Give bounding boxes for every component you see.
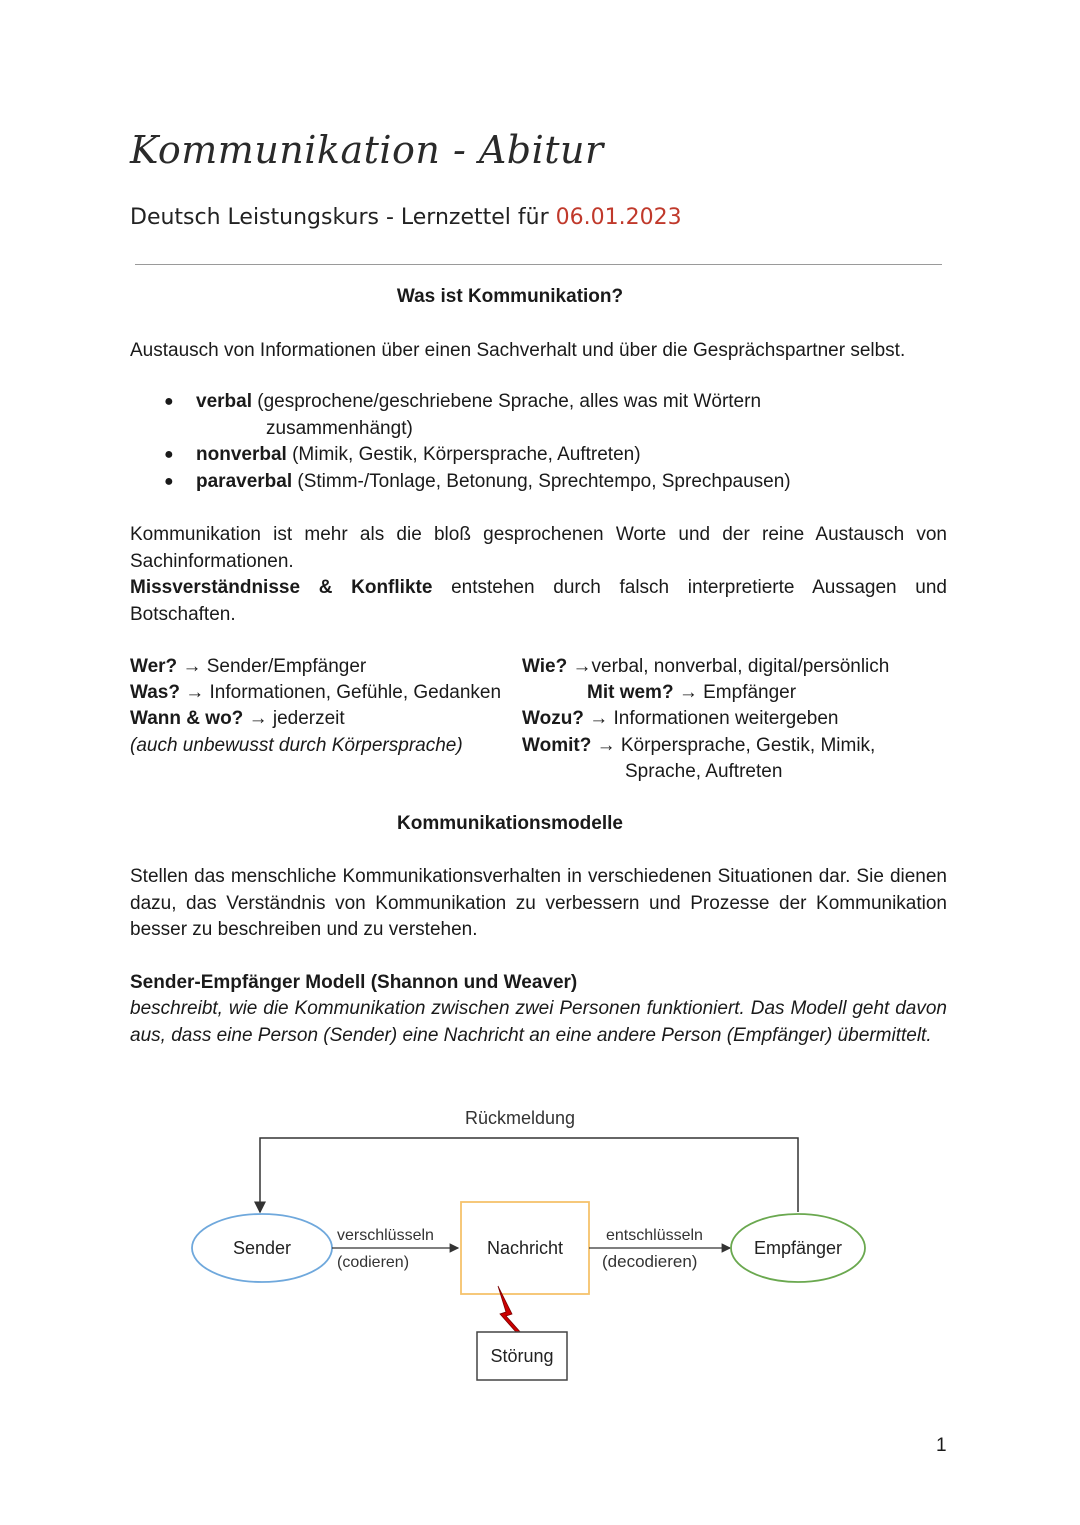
question-wer — [130, 654, 366, 681]
term-description: (Stimm-/Tonlage, Betonung, Sprechtempo, Sprechpausen) — [297, 470, 791, 492]
noise-label: Störung — [490, 1346, 554, 1366]
bullet-icon: ● — [164, 472, 174, 490]
definition-text: Austausch von Informationen über einen Sachverhalt und über die Gesprächspartner selbst. — [130, 340, 906, 361]
term-verbal: verbal — [196, 391, 252, 412]
question-wie — [522, 654, 889, 681]
encode-note: (codieren) — [337, 1254, 410, 1271]
question-answer: → Informationen weitergeben — [589, 708, 839, 729]
question-label: Wann & wo? — [130, 708, 244, 729]
header-divider — [135, 264, 942, 265]
models-intro: Stellen das menschliche Kommunikationsverhalten in verschiedenen Situationen dar. Sie dienen dazu, das Verständnis von Kommunikation zu verbessern und Prozesse der Kommunikation besser zu beschreiben und zu verstehen. — [130, 866, 947, 940]
question-label: Wie? — [522, 656, 568, 677]
question-answer: → Empfänger — [678, 682, 797, 703]
page-number: 1 — [936, 1435, 947, 1456]
list-item — [160, 469, 920, 496]
message-label: Nachricht — [486, 1238, 564, 1258]
question-wozu — [522, 706, 838, 733]
subtitle-date: 06.01.2023 — [555, 205, 682, 230]
question-label: Mit wem? — [587, 682, 674, 703]
term-description-cont: zusammenhängt) — [266, 417, 413, 439]
bullet-icon: ● — [164, 446, 174, 463]
question-note: (auch unbewusst durch Körpersprache) — [130, 735, 463, 756]
term-nonverbal: nonverbal — [196, 444, 287, 465]
question-answer: → Körpersprache, Gestik, Mimik, — [596, 735, 876, 756]
question-answer: →verbal, nonverbal, digital/persönlich — [572, 656, 890, 677]
misunderstandings-text: entstehen durch falsch interpretierte Aussagen und Botschaften. — [130, 577, 947, 625]
term-paraverbal: paraverbal — [196, 470, 293, 492]
receiver-label: Empfänger — [753, 1238, 843, 1258]
feedback-arrow — [260, 1138, 798, 1212]
question-answer: → Sender/Empfänger — [182, 656, 367, 677]
document-title: Kommunikation - Abitur — [130, 128, 604, 172]
feedback-label: Rückmeldung — [464, 1108, 576, 1128]
communication-types-list — [160, 389, 920, 495]
question-label: Wozu? — [522, 708, 584, 729]
list-item — [160, 389, 920, 442]
question-was — [130, 680, 501, 707]
model-title: Sender-Empfänger Modell (Shannon und Weaver) — [130, 972, 578, 993]
encode-label: verschlüsseln — [337, 1227, 434, 1244]
term-description: (gesprochene/geschriebene Sprache, alles was mit Wörtern — [257, 391, 762, 412]
decode-label: entschlüsseln — [606, 1227, 703, 1244]
question-mit-wem — [587, 680, 796, 707]
subtitle-text: Deutsch Leistungskurs - Lernzettel für — [130, 205, 549, 230]
question-answer: → Informationen, Gefühle, Gedanken — [185, 682, 502, 703]
question-wann-wo — [130, 706, 345, 733]
paragraph-more-than-words: Kommunikation ist mehr als die bloß gesprochenen Worte und der reine Austausch von Sachinformationen. — [130, 524, 947, 572]
heading-kommunikationsmodelle: Kommunikationsmodelle — [397, 813, 623, 834]
paragraph-misunderstandings — [130, 575, 947, 628]
list-item — [160, 442, 920, 469]
question-label: Womit? — [522, 735, 592, 756]
sender-label: Sender — [232, 1238, 292, 1258]
document-subtitle — [130, 205, 682, 230]
question-label: Was? — [130, 682, 180, 703]
heading-was-ist-kommunikation: Was ist Kommunikation? — [396, 286, 624, 307]
question-label: Wer? — [130, 656, 178, 677]
question-womit-cont: Sprache, Auftreten — [625, 761, 783, 782]
model-description: beschreibt, wie die Kommunikation zwischen zwei Personen funktioniert. Das Modell geht davon aus, dass eine Person (Sender) eine Nachricht an eine andere Person (Empfänger) übermittelt. — [130, 998, 947, 1046]
sender-receiver-diagram — [180, 1100, 880, 1390]
bullet-icon: ● — [164, 393, 174, 410]
misunderstandings-term: Missverständnisse & Konflikte — [130, 577, 433, 598]
term-description: (Mimik, Gestik, Körpersprache, Auftreten) — [292, 444, 641, 465]
decode-note: (decodieren) — [602, 1252, 698, 1271]
question-answer: → jederzeit — [248, 708, 345, 729]
question-womit — [522, 733, 875, 760]
